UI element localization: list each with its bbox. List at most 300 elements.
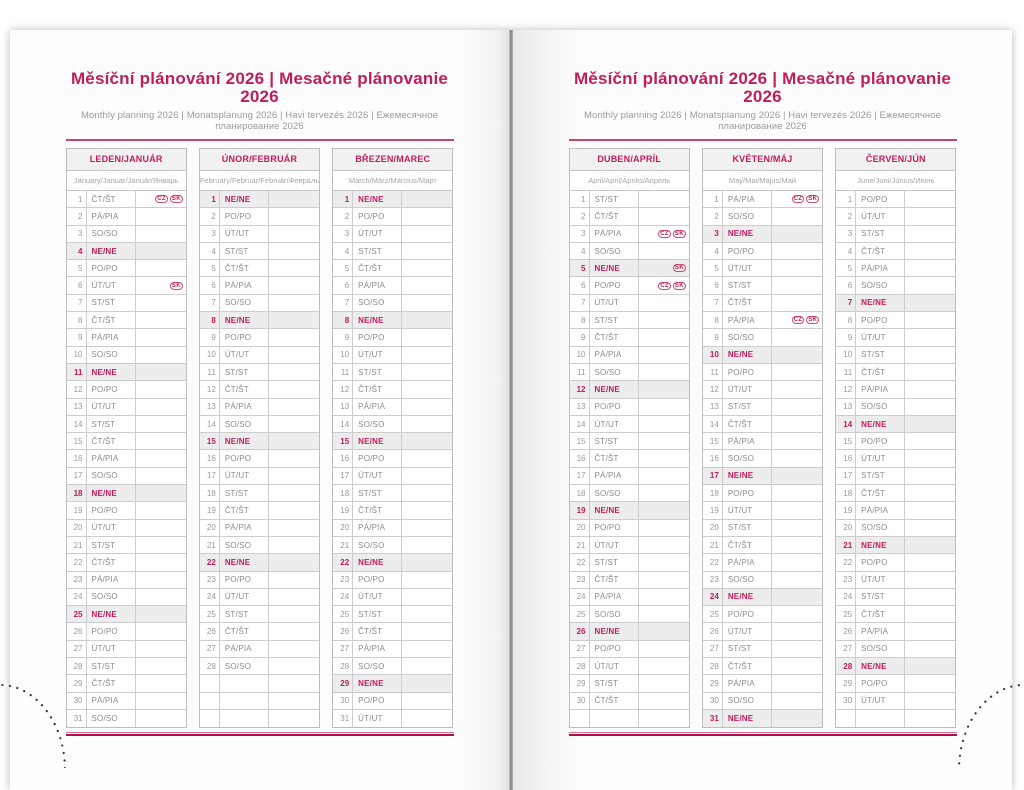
day-row <box>836 623 955 640</box>
day-row <box>703 329 822 346</box>
day-number: 13 <box>703 399 723 415</box>
day-row <box>836 589 955 606</box>
day-label: ÚT/UT <box>590 537 639 553</box>
note-cell <box>136 329 186 345</box>
day-number: 31 <box>67 710 87 727</box>
day-number: 22 <box>333 554 353 570</box>
day-label: ÚT/UT <box>723 502 772 518</box>
day-label: PO/PO <box>723 485 772 501</box>
holiday-badge-cz: CZ <box>793 317 803 324</box>
day-row <box>570 537 689 554</box>
note-cell <box>905 347 955 363</box>
day-label: ČT/ŠT <box>590 572 639 588</box>
day-number: 11 <box>200 364 220 380</box>
note-cell <box>905 606 955 622</box>
day-label: ÚT/UT <box>220 468 269 484</box>
day-row <box>200 399 319 416</box>
day-number: 8 <box>703 312 723 328</box>
day-row <box>570 381 689 398</box>
day-row <box>836 693 955 710</box>
day-row <box>570 208 689 225</box>
day-row <box>200 191 319 208</box>
day-label: SO/SO <box>220 537 269 553</box>
note-cell <box>905 572 955 588</box>
holiday-badge-cz: CZ <box>793 196 803 203</box>
day-label: PÁ/PIA <box>856 381 905 397</box>
day-row <box>836 537 955 554</box>
day-label: PÁ/PIA <box>723 675 772 691</box>
day-label: PO/PO <box>220 329 269 345</box>
day-row <box>703 658 822 675</box>
day-number: 4 <box>333 243 353 259</box>
day-label: ČT/ŠT <box>856 606 905 622</box>
day-row <box>836 364 955 381</box>
day-number: 18 <box>836 485 856 501</box>
day-row <box>200 364 319 381</box>
day-number: 29 <box>836 675 856 691</box>
note-cell <box>402 260 452 276</box>
day-label: NE/NE <box>856 295 905 311</box>
day-row <box>570 468 689 485</box>
note-cell <box>402 381 452 397</box>
day-label: ÚT/UT <box>590 658 639 674</box>
day-row <box>570 295 689 312</box>
day-label: PO/PO <box>856 554 905 570</box>
note-cell <box>905 295 955 311</box>
note-cell <box>639 399 689 415</box>
day-row <box>703 606 822 623</box>
note-cell <box>402 347 452 363</box>
day-number: 22 <box>703 554 723 570</box>
day-label <box>220 693 269 709</box>
note-cell <box>402 537 452 553</box>
month-subtitle: January/Januar/Január/Январь <box>67 171 186 191</box>
day-row <box>200 347 319 364</box>
day-label: ST/ST <box>220 485 269 501</box>
note-cell <box>639 347 689 363</box>
day-number: 2 <box>703 208 723 224</box>
note-cell <box>772 399 822 415</box>
day-label: NE/NE <box>856 537 905 553</box>
day-number: 6 <box>836 277 856 293</box>
note-cell <box>269 329 319 345</box>
day-row <box>333 295 452 312</box>
day-number: 1 <box>200 191 220 207</box>
day-number: 3 <box>703 226 723 242</box>
note-cell <box>772 589 822 605</box>
day-row <box>333 450 452 467</box>
day-row <box>200 329 319 346</box>
note-cell <box>772 520 822 536</box>
day-label: NE/NE <box>856 416 905 432</box>
day-row <box>67 277 186 294</box>
day-number: 3 <box>200 226 220 242</box>
holiday-badge-cz: CZ <box>157 196 166 203</box>
holiday-badge-cz: CZ <box>660 282 669 289</box>
day-number: 2 <box>836 208 856 224</box>
note-cell <box>772 226 822 242</box>
day-row <box>333 502 452 519</box>
day-label: ST/ST <box>856 226 905 242</box>
note-cell <box>402 277 452 293</box>
note-cell <box>639 433 689 449</box>
day-number: 6 <box>570 277 590 293</box>
day-label: ČT/ŠT <box>87 191 136 207</box>
day-number: 13 <box>836 399 856 415</box>
note-cell <box>905 537 955 553</box>
note-cell <box>905 485 955 501</box>
note-cell <box>905 450 955 466</box>
day-label: ST/ST <box>220 606 269 622</box>
day-row <box>570 554 689 571</box>
note-cell <box>772 468 822 484</box>
month-header: KVĚTEN/MÁJ <box>703 149 822 171</box>
day-label: ST/ST <box>87 537 136 553</box>
note-cell <box>136 450 186 466</box>
day-label: ČT/ŠT <box>87 554 136 570</box>
day-label: PO/PO <box>87 502 136 518</box>
day-number: 4 <box>836 243 856 259</box>
day-row <box>836 450 955 467</box>
day-number: 25 <box>67 606 87 622</box>
note-cell <box>905 208 955 224</box>
day-row <box>67 399 186 416</box>
day-label: PO/PO <box>723 364 772 380</box>
note-cell <box>402 243 452 259</box>
day-row <box>200 450 319 467</box>
page-subtitle: Monthly planning 2026 | Monatsplanung 2026 | Havi tervezés 2026 | Ежемесячное планирование 2026 <box>80 110 439 132</box>
day-row <box>836 554 955 571</box>
day-label: NE/NE <box>220 554 269 570</box>
day-row <box>200 243 319 260</box>
day-number <box>836 710 856 727</box>
note-cell <box>772 364 822 380</box>
day-label: ST/ST <box>723 399 772 415</box>
day-number: 18 <box>570 485 590 501</box>
day-row <box>703 347 822 364</box>
day-label: SO/SO <box>723 450 772 466</box>
note-cell <box>136 347 186 363</box>
day-row <box>200 641 319 658</box>
note-cell <box>905 693 955 709</box>
day-number: 18 <box>333 485 353 501</box>
note-cell <box>905 641 955 657</box>
day-number: 4 <box>703 243 723 259</box>
day-number: 10 <box>703 347 723 363</box>
note-cell <box>772 277 822 293</box>
day-row <box>703 502 822 519</box>
day-label: ÚT/UT <box>856 450 905 466</box>
day-number: 8 <box>67 312 87 328</box>
note-cell <box>269 381 319 397</box>
holiday-badge-sk: SK <box>674 282 684 289</box>
day-label: SO/SO <box>856 520 905 536</box>
day-row <box>570 485 689 502</box>
day-row <box>703 450 822 467</box>
day-number: 21 <box>200 537 220 553</box>
day-row <box>200 416 319 433</box>
day-row <box>67 623 186 640</box>
day-row <box>333 520 452 537</box>
day-label: NE/NE <box>590 502 639 518</box>
day-number: 23 <box>703 572 723 588</box>
day-number: 20 <box>67 520 87 536</box>
note-cell <box>402 416 452 432</box>
note-cell <box>136 468 186 484</box>
note-cell <box>402 208 452 224</box>
day-number: 17 <box>333 468 353 484</box>
month-header: ČERVEN/JÚN <box>836 149 955 171</box>
day-row <box>703 710 822 727</box>
day-label: PO/PO <box>220 450 269 466</box>
day-number: 16 <box>836 450 856 466</box>
day-row <box>703 226 822 243</box>
month-table <box>66 148 187 728</box>
day-row <box>703 433 822 450</box>
note-cell <box>136 312 186 328</box>
day-label: ÚT/UT <box>87 399 136 415</box>
day-number: 30 <box>836 693 856 709</box>
day-number: 28 <box>570 658 590 674</box>
day-row <box>67 589 186 606</box>
day-label: ÚT/UT <box>353 710 402 727</box>
day-label: PÁ/PIA <box>87 329 136 345</box>
note-cell <box>639 606 689 622</box>
note-cell <box>136 572 186 588</box>
day-label: PÁ/PIA <box>87 450 136 466</box>
day-row <box>200 433 319 450</box>
day-number: 9 <box>200 329 220 345</box>
note-cell <box>402 312 452 328</box>
day-number: 28 <box>333 658 353 674</box>
day-number: 27 <box>333 641 353 657</box>
day-row <box>333 347 452 364</box>
day-row <box>200 606 319 623</box>
note-cell <box>136 675 186 691</box>
day-row <box>67 312 186 329</box>
day-number: 29 <box>333 675 353 691</box>
day-label: ÚT/UT <box>353 347 402 363</box>
day-label: ST/ST <box>220 243 269 259</box>
day-row <box>703 693 822 710</box>
note-cell <box>136 589 186 605</box>
note-cell <box>905 416 955 432</box>
day-row <box>570 329 689 346</box>
note-cell <box>639 658 689 674</box>
day-label: PÁ/PIA <box>723 433 772 449</box>
day-label: ČT/ŠT <box>353 502 402 518</box>
note-cell <box>639 226 689 242</box>
day-label: PO/PO <box>87 623 136 639</box>
day-row <box>703 364 822 381</box>
day-label: ČT/ŠT <box>87 675 136 691</box>
day-number: 2 <box>200 208 220 224</box>
day-row <box>67 347 186 364</box>
day-label: ÚT/UT <box>353 589 402 605</box>
note-cell <box>772 554 822 570</box>
note-cell <box>639 710 689 727</box>
day-label: SO/SO <box>723 329 772 345</box>
day-number: 17 <box>67 468 87 484</box>
day-row <box>570 364 689 381</box>
day-number: 26 <box>570 623 590 639</box>
day-row <box>703 572 822 589</box>
day-row <box>200 572 319 589</box>
note-cell <box>136 537 186 553</box>
month-subtitle: March/März/Március/Март <box>333 171 452 191</box>
day-row <box>570 226 689 243</box>
note-cell <box>905 710 955 727</box>
day-label: ÚT/UT <box>87 641 136 657</box>
day-row <box>200 537 319 554</box>
day-row <box>570 658 689 675</box>
day-row <box>333 589 452 606</box>
day-label: SO/SO <box>220 658 269 674</box>
note-cell <box>402 554 452 570</box>
month-table <box>702 148 823 728</box>
day-row <box>200 468 319 485</box>
day-number: 12 <box>333 381 353 397</box>
note-cell <box>772 606 822 622</box>
day-row <box>67 295 186 312</box>
day-label: PÁ/PIA <box>87 208 136 224</box>
note-cell <box>269 554 319 570</box>
right-page <box>513 30 1012 790</box>
day-row <box>836 191 955 208</box>
note-cell <box>269 191 319 207</box>
day-label: ČT/ŠT <box>87 433 136 449</box>
day-label: PO/PO <box>856 675 905 691</box>
day-row <box>200 520 319 537</box>
day-number: 26 <box>333 623 353 639</box>
month-subtitle: April/April/Április/Апрель <box>570 171 689 191</box>
planner-spread <box>10 30 1012 790</box>
day-row <box>703 295 822 312</box>
day-row <box>200 381 319 398</box>
day-number: 2 <box>333 208 353 224</box>
note-cell <box>136 554 186 570</box>
day-number: 1 <box>67 191 87 207</box>
day-number: 8 <box>570 312 590 328</box>
note-cell <box>402 693 452 709</box>
day-row <box>570 589 689 606</box>
day-label: ČT/ŠT <box>353 623 402 639</box>
day-number: 15 <box>333 433 353 449</box>
note-cell <box>269 243 319 259</box>
day-label: NE/NE <box>723 589 772 605</box>
month-table <box>569 148 690 728</box>
note-cell <box>639 589 689 605</box>
day-number: 5 <box>836 260 856 276</box>
day-label: PÁ/PIA <box>220 520 269 536</box>
day-number: 25 <box>333 606 353 622</box>
day-label: ČT/ŠT <box>220 381 269 397</box>
day-row <box>67 243 186 260</box>
day-label: NE/NE <box>353 312 402 328</box>
day-label: ČT/ŠT <box>723 537 772 553</box>
day-label: PÁ/PIA <box>856 502 905 518</box>
day-number: 15 <box>836 433 856 449</box>
day-number: 24 <box>570 589 590 605</box>
day-row <box>333 537 452 554</box>
day-number: 9 <box>333 329 353 345</box>
day-label: SO/SO <box>590 606 639 622</box>
day-row <box>333 312 452 329</box>
day-number: 20 <box>333 520 353 536</box>
note-cell <box>905 589 955 605</box>
note-cell <box>905 243 955 259</box>
day-label <box>220 675 269 691</box>
day-label: SO/SO <box>220 416 269 432</box>
day-row <box>570 641 689 658</box>
note-cell <box>905 502 955 518</box>
day-row <box>200 502 319 519</box>
day-row <box>703 641 822 658</box>
day-number: 10 <box>200 347 220 363</box>
day-label: ÚT/UT <box>723 381 772 397</box>
day-row <box>333 329 452 346</box>
day-label: ÚT/UT <box>723 623 772 639</box>
day-label: PÁ/PIA <box>590 226 639 242</box>
day-label: ST/ST <box>590 312 639 328</box>
day-number: 14 <box>333 416 353 432</box>
note-cell <box>772 537 822 553</box>
note-cell <box>136 710 186 727</box>
note-cell <box>639 520 689 536</box>
day-label: NE/NE <box>590 623 639 639</box>
day-number: 6 <box>703 277 723 293</box>
day-row <box>67 260 186 277</box>
day-row <box>333 554 452 571</box>
day-number: 18 <box>703 485 723 501</box>
day-number: 19 <box>836 502 856 518</box>
day-number: 1 <box>703 191 723 207</box>
note-cell <box>269 399 319 415</box>
day-number: 7 <box>333 295 353 311</box>
day-number: 4 <box>67 243 87 259</box>
day-label: SO/SO <box>723 572 772 588</box>
day-number: 11 <box>333 364 353 380</box>
day-number: 16 <box>570 450 590 466</box>
day-label: ÚT/UT <box>87 277 136 293</box>
day-label: SO/SO <box>723 208 772 224</box>
day-row <box>200 295 319 312</box>
note-cell <box>269 606 319 622</box>
day-number: 4 <box>570 243 590 259</box>
empty-row <box>836 710 955 727</box>
note-cell <box>639 693 689 709</box>
day-number: 3 <box>67 226 87 242</box>
day-label: ST/ST <box>856 589 905 605</box>
top-rule <box>569 139 957 141</box>
note-cell <box>905 277 955 293</box>
day-label: ST/ST <box>590 191 639 207</box>
note-cell <box>402 502 452 518</box>
day-row <box>836 606 955 623</box>
note-cell <box>905 364 955 380</box>
day-label: PÁ/PIA <box>590 347 639 363</box>
day-label: NE/NE <box>353 675 402 691</box>
note-cell <box>402 520 452 536</box>
day-number: 8 <box>200 312 220 328</box>
note-cell <box>269 416 319 432</box>
day-row <box>67 450 186 467</box>
day-label: ÚT/UT <box>87 520 136 536</box>
day-number <box>200 675 220 691</box>
day-row <box>703 468 822 485</box>
day-label: ST/ST <box>353 606 402 622</box>
day-label: PO/PO <box>87 260 136 276</box>
